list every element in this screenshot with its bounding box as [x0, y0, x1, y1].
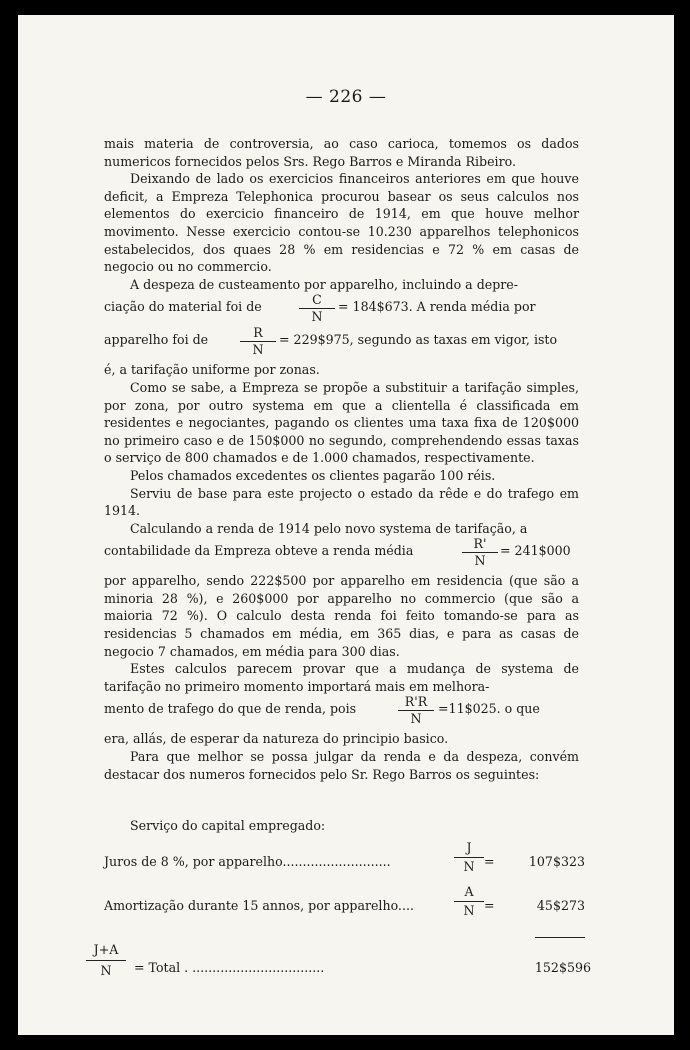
paragraph: Serviu de base para este projecto o estado da rêde e do trafego em 1914. — [104, 485, 579, 519]
service-table — [93, 817, 591, 991]
fraction: R'R N — [398, 695, 434, 726]
paragraph: Para que melhor se possa julgar da renda e da despeza, convém destacar dos numeros fornecidos pelo Sr. Rego Barros os seguintes: — [104, 749, 579, 782]
fraction: R' N — [462, 537, 498, 568]
service-heading: Serviço do capital empregado: — [130, 818, 326, 834]
paragraph: por apparelho, sendo 222$500 por apparelho em residencia (que são a minoria 28 %), e 260$000 por apparelho no commercio (que são a maioria 72 %). O calculo desta renda foi feito tomando-se para as residencias 5 chamados em média, em 365 dias, e para as casas de negocio 7 chamados, em média para 300 dias. — [104, 573, 579, 659]
paragraph: mais materia de controversia, ao caso carioca, tomemos os dados numericos fornecidos pelos Srs. Rego Barros e Miranda Ribeiro. — [104, 136, 579, 169]
page-number: — 226 — — [305, 87, 387, 107]
paragraph: Deixando de lado os exercicios financeiros anteriores em que houve deficit, a Empreza Telephonica procurou basear os seus calculos nos elementos do exercicio financeiro de 1914, em que houve melhor movimento. Nesse exercicio contou-se 10.230 apparelhos telephonicos estabelecidos, dos quaes 28 % em residencias e 72 % em casas de negocio ou no commercio. — [104, 171, 579, 275]
formula-line: mento de trafego do que de renda, pois R'R N =11$025. o que — [104, 694, 540, 727]
fraction: J+A N — [86, 943, 126, 978]
paragraph: era, allás, de esperar da natureza do principio basico. — [104, 731, 449, 747]
fraction: A N — [454, 885, 484, 918]
fraction: J N — [454, 841, 484, 874]
document-body — [93, 135, 591, 991]
formula-line: ciação do material foi de C N = 184$673. A renda média por — [104, 292, 536, 325]
paragraph: Calculando a renda de 1914 pelo novo systema de tarifação, a — [130, 520, 528, 536]
formula-line: apparelho foi de R N = 229$975, segundo as taxas em vigor, isto — [104, 325, 558, 358]
service-row: Juros de 8 %, por apparelho........................... J N = 107$323 — [104, 839, 585, 874]
formula-line: contabilidade da Empreza obteve a renda média R' N = 241$000 — [104, 536, 571, 569]
document-page — [18, 15, 674, 1035]
fraction: C N — [299, 293, 335, 324]
paragraph: Pelos chamados excedentes os clientes pagarão 100 réis. — [130, 467, 496, 483]
paragraph: Estes calculos parecem provar que a mudança de systema de tarifação no primeiro momento importará mais em melhora- — [104, 661, 579, 694]
paragraph: Como se sabe, a Empreza se propõe a substituir a tarifação simples, por zona, por outro systema em que a clientella é classificada em residentes e negociantes, pagando os clientes uma taxa fixa de 120$000 no primeiro caso e de 150$000 no segundo, comprehendendo essas taxas o serviço de 800 chamados e de 1.000 chamados, respectivamente. — [104, 379, 579, 466]
fraction: R N — [240, 326, 276, 357]
row-value: 107$323 — [528, 853, 585, 869]
sum-rule — [535, 937, 585, 938]
paragraph: A despeza de custeamento por apparelho, incluindo a depre- — [130, 276, 518, 292]
row-value: 45$273 — [536, 897, 585, 913]
paragraph: é, a tarifação uniforme por zonas. — [104, 362, 320, 378]
total-row: J+A N = Total . ................................. 152$596 — [86, 943, 579, 991]
total-value: 152$596 — [534, 959, 591, 975]
service-row: Amortização durante 15 annos, por apparelho.... A N = 45$273 — [104, 883, 585, 918]
